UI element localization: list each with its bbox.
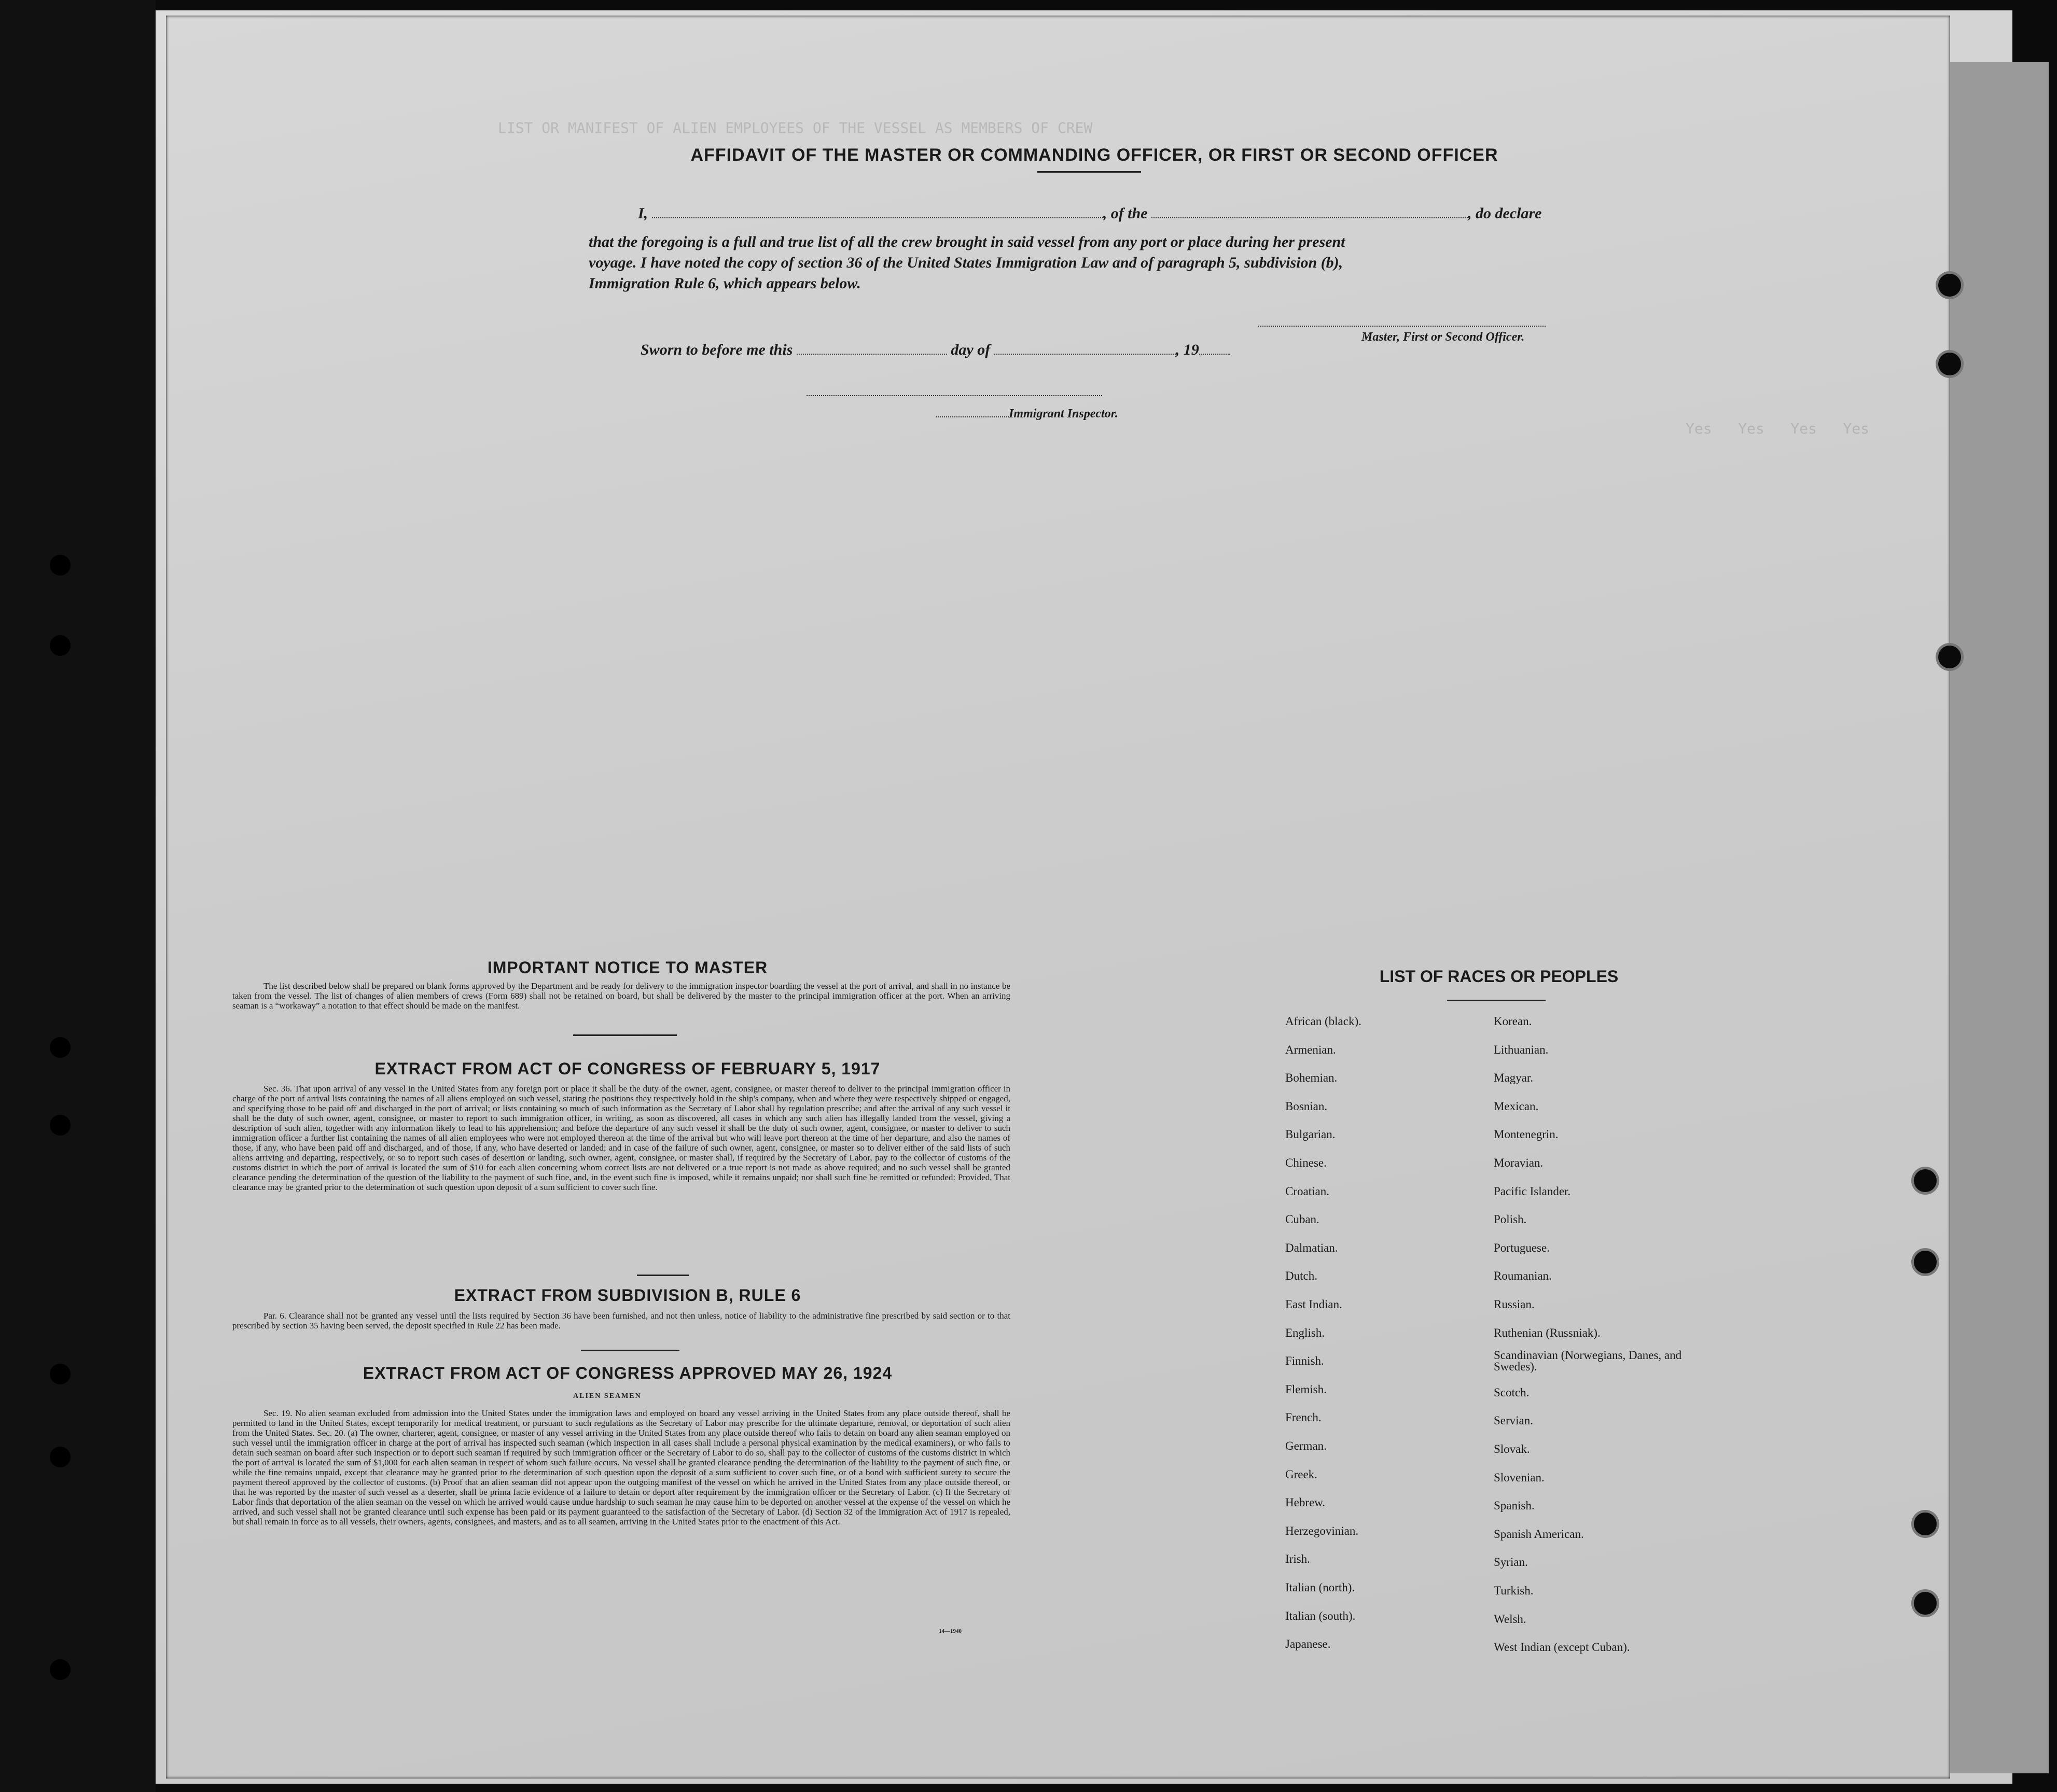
punch-hole [50, 1115, 71, 1136]
sheet-edge [1950, 62, 2049, 1773]
race-item: Slovak. [1494, 1443, 1530, 1455]
race-item: Pacific Islander. [1494, 1184, 1571, 1198]
race-item: East Indian. [1285, 1298, 1342, 1311]
of-the: , of the [1103, 205, 1148, 222]
sworn-day-field[interactable] [797, 341, 947, 355]
race-item: Irish. [1285, 1552, 1310, 1566]
races-title: LIST OF RACES OR PEOPLES [1379, 967, 1619, 986]
race-item: Polish. [1494, 1213, 1527, 1226]
affidavit-line4: Immigration Rule 6, which appears below. [589, 275, 861, 292]
punch-hole [1938, 353, 1961, 375]
race-item: Servian. [1494, 1414, 1534, 1427]
inspector-signature-line[interactable] [807, 395, 1102, 396]
race-item: Herzegovinian. [1285, 1524, 1359, 1537]
bleed-through: LIST OR MANIFEST OF ALIEN EMPLOYEES OF THE VESSEL AS MEMBERS OF CREW [498, 119, 1093, 136]
race-item: Roumanian. [1494, 1269, 1552, 1283]
section-rule [573, 1034, 677, 1036]
race-item: Slovenian. [1494, 1471, 1545, 1484]
extract-1924-text: Sec. 19. No alien seaman excluded from admission into the United States under the immigration laws and employed on board any vessel arriving in the United States from any place outside thereof, shall be permitted to land in the United States, except temporarily for medical treatment, or pursuant to such regulations as the Secretary of Labor may prescribe for the ultimate departure, removal, or deportation of such alien from the United States. Sec. 20. (a) The owner, charterer, agent, consignee, or master of any vessel arriving in the United States from any place outside thereof who fails to detain on board any alien seaman employed on such vessel until the immigration officer in charge at the port of arrival has inspected such seaman (which inspection in all cases shall include a personal physical examination by the medical examiners), or who fails to detain such seaman on board after such inspection or to deport such seaman if required by such immigration officer or the Secretary of Labor to do so, shall pay to the collector of customs of the customs district in which the port of arrival is located the sum of $1,000 for each alien seaman in respect of whom such failure occurs. No vessel shall be granted clearance pending the determination of the liability to the payment of such fine, or while the fine remains unpaid, except that clearance may be granted prior to the determination of such question upon the deposit of a sum sufficient to cover such fine, or of a bond with sufficient surety to secure the payment thereof approved by the collector of customs. (b) Proof that an alien seaman did not appear upon the outgoing manifest of the vessel on which he arrived in the United States from any place outside thereof, or that he was reported by the master of such vessel as a deserter, shall be prima facie evidence of a failure to detain or deport after requirement by the immigration officer or the Secretary of Labor. (c) If the Secretary of Labor finds that deportation of the alien seaman on the vessel on which he arrived would cause undue hardship to such seaman he may cause him to be deported on another vessel at the expense of the vessel on which he arrived, and such vessel shall not be granted clearance until such expense has been paid or its payment guaranteed to the satisfaction of the Secretary of Labor. (d) Section 32 of the Immigration Act of 1917 is repealed, but shall remain in force as to all vessels, their owners, agents, consignees, and masters, and as to all seamen, arriving in the United States prior to the enactment of this Act. [232, 1408, 1010, 1527]
races-rule [1447, 1000, 1546, 1001]
inspector-label: Immigrant Inspector. [1009, 407, 1118, 421]
race-item: English. [1285, 1326, 1325, 1339]
sworn-month-field[interactable] [994, 341, 1176, 355]
race-item: French. [1285, 1411, 1322, 1424]
race-item: Welsh. [1494, 1612, 1526, 1626]
race-item: Russian. [1494, 1298, 1535, 1311]
race-item: Croatian. [1285, 1184, 1329, 1198]
race-item: Montenegrin. [1494, 1128, 1559, 1141]
affidavit-line1 [638, 205, 1541, 222]
day-of: day of [951, 341, 991, 358]
punch-hole [50, 1364, 71, 1384]
race-item: Bohemian. [1285, 1071, 1338, 1085]
race-item: Syrian. [1494, 1556, 1528, 1569]
race-item: Lithuanian. [1494, 1043, 1549, 1056]
sworn-year-field[interactable] [1199, 341, 1230, 355]
year-prefix: , 19 [1175, 341, 1199, 358]
race-item: Scotch. [1494, 1385, 1530, 1399]
race-item: African (black). [1285, 1015, 1361, 1028]
race-item: Hebrew. [1285, 1496, 1326, 1509]
punch-hole [50, 635, 71, 656]
vessel-field[interactable] [1151, 205, 1468, 218]
race-item: German. [1285, 1439, 1327, 1452]
race-item: Portuguese. [1494, 1241, 1550, 1254]
race-item: West Indian (except Cuban). [1494, 1641, 1630, 1654]
affidavit-i: I, [638, 205, 648, 222]
punch-hole [50, 1037, 71, 1058]
scan-border-left [0, 0, 156, 1792]
master-label: Master, First or Second Officer. [1361, 330, 1525, 344]
race-item: Italian (south). [1285, 1609, 1356, 1622]
race-item: Dalmatian. [1285, 1241, 1338, 1254]
punch-hole [1914, 1513, 1937, 1535]
race-item: Spanish. [1494, 1499, 1535, 1513]
section-rule [637, 1275, 689, 1276]
title-rule [1037, 171, 1141, 173]
extract-1917-text: Sec. 36. That upon arrival of any vessel in the United States from any foreign port or place it shall be the duty of the owner, agent, consignee, or master thereof to deliver to the principal immigration officer in charge of the port of arrival lists containing the names of all aliens employed on such vessel, stating the positions they respectively hold in the ship's company, when and where they were respectively shipped or engaged, and specifying those to be paid off and discharged in the port of arrival; or lists containing so much of such information as the Secretary of Labor shall by regulation prescribe; and after the arrival of any such vessel it shall be the duty of such owner, agent, consignee, or master to report to such immigration officer, in writing, as soon as discovered, all cases in which any such alien has illegally landed from the vessel, giving a description of such alien, together with any information likely to lead to his apprehension; and before the departure of any such vessel it shall be the duty of such owner, agent, consignee, or master to deliver to such immigration officer a further list containing the names of all alien employees who were not employed thereon at the time of the arrival but who will leave port thereon at the time of her departure, and also the names of those, if any, who have been paid off and discharged, and of those, if any, who have deserted or landed; and in case of the failure of such owner, agent, consignee, or master so to deliver either of the said lists of such aliens arriving and departing, respectively, or so to report such cases of desertion or landing, such owner, agent, consignee, or master shall, if required by the Secretary of Labor, pay to the collector of customs of the customs district in which the port of arrival is located the sum of $10 for each alien concerning whom correct lists are not delivered or a true report is not made as above required; and no such vessel shall be granted clearance pending the determination of the question of the liability to the payment of such fine, and, in the event such fine is imposed, while it remains unpaid; nor shall such fine be remitted or refunded: Provided, That clearance may be granted prior to the determination of such question upon deposit of a sum sufficient to cover such fine. [232, 1084, 1010, 1192]
race-item: Magyar. [1494, 1071, 1534, 1085]
race-item: Cuban. [1285, 1213, 1319, 1226]
punch-hole [50, 1447, 71, 1467]
do-declare: , do declare [1468, 205, 1542, 222]
race-item: Bulgarian. [1285, 1128, 1336, 1141]
race-item: Dutch. [1285, 1269, 1317, 1283]
sworn-line [641, 341, 1230, 359]
extract-1924-title: EXTRACT FROM ACT OF CONGRESS APPROVED MAY 26, 1924 [363, 1364, 893, 1382]
punch-hole [1938, 274, 1961, 297]
punch-hole [1914, 1251, 1937, 1273]
punch-hole [50, 1659, 71, 1680]
race-item: Mexican. [1494, 1099, 1539, 1113]
race-item: Greek. [1285, 1467, 1317, 1481]
race-item: Spanish American. [1494, 1527, 1584, 1541]
race-item: Italian (north). [1285, 1581, 1355, 1594]
punch-hole [1914, 1592, 1937, 1615]
punch-hole [1914, 1169, 1937, 1192]
alien-seamen-subtitle: ALIEN SEAMEN [573, 1392, 642, 1400]
affidavit-title: AFFIDAVIT OF THE MASTER OR COMMANDING OFFICER, OR FIRST OR SECOND OFFICER [690, 145, 1498, 165]
race-item: Turkish. [1494, 1584, 1534, 1597]
subdivision-title: EXTRACT FROM SUBDIVISION B, RULE 6 [454, 1286, 801, 1305]
form-number: 14—1940 [939, 1628, 962, 1634]
master-signature-line[interactable] [1258, 326, 1546, 327]
sworn-text: Sworn to before me this [641, 341, 793, 358]
race-item: Moravian. [1494, 1156, 1544, 1169]
notice-title: IMPORTANT NOTICE TO MASTER [487, 958, 768, 977]
section-rule [581, 1350, 679, 1351]
race-item: Armenian. [1285, 1043, 1336, 1056]
affidavit-line2: that the foregoing is a full and true list of all the crew brought in said vessel from any port or place during her present [589, 233, 1345, 250]
name-field[interactable] [652, 205, 1103, 218]
race-item: Ruthenian (Russniak). [1494, 1326, 1601, 1339]
race-item: Japanese. [1285, 1637, 1331, 1651]
extract-1917-title: EXTRACT FROM ACT OF CONGRESS OF FEBRUARY 5, 1917 [374, 1059, 881, 1078]
race-item: Finnish. [1285, 1354, 1324, 1368]
notice-text: The list described below shall be prepared on blank forms approved by the Department and be ready for delivery to the immigration inspector boarding the vessel at the port of arrival, and shall in no instance be taken from the vessel. The list of changes of alien members of crews (Form 689) shall not be retained on board, but shall be delivered by the master to the principal immigration officer at the port. When an arriving seaman is a “workaway” a notation to that effect should be made on the manifest. [232, 981, 1010, 1011]
race-item: Korean. [1494, 1015, 1532, 1028]
punch-hole [1938, 646, 1961, 668]
subdivision-text: Par. 6. Clearance shall not be granted any vessel until the lists required by Section 36 have been furnished, and not then unless, notice of liability to the administrative fine prescribed by said section or to that prescribed by section 35 having been served, the deposit specified in Rule 22 has been made. [232, 1311, 1010, 1331]
bleed-through: Yes Yes Yes Yes [1686, 420, 1870, 437]
punch-hole [50, 555, 71, 576]
race-item: Scandinavian (Norwegians, Danes, and Swedes). [1494, 1349, 1682, 1374]
affidavit-line3: voyage. I have noted the copy of section 36 of the United States Immigration Law and of paragraph 5, subdivision (b), [589, 254, 1343, 271]
race-item: Bosnian. [1285, 1099, 1328, 1113]
race-item: Flemish. [1285, 1382, 1327, 1396]
race-item: Chinese. [1285, 1156, 1327, 1169]
inspector-signature-line-short [936, 416, 1009, 417]
